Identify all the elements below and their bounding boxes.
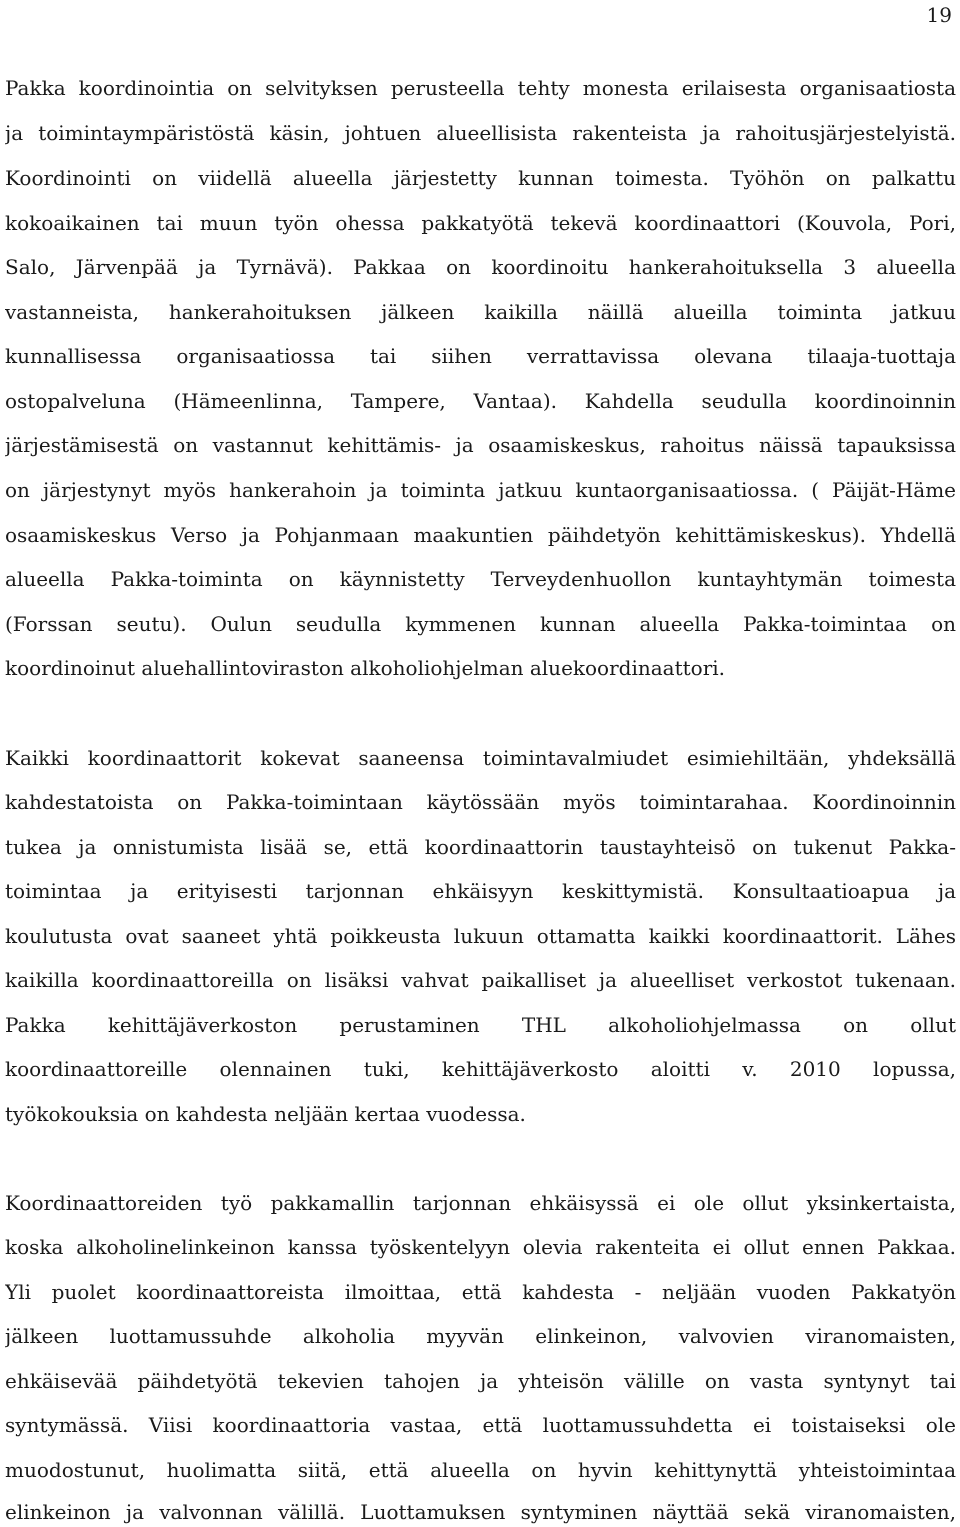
text-line: kaikilla koordinaattoreilla on lisäksi vahvat paikalliset ja alueelliset verkostot tukenaan.	[5, 968, 956, 992]
text-line: vastanneista, hankerahoituksen jälkeen kaikilla näillä alueilla toiminta jatkuu	[5, 300, 956, 324]
text-line: Kaikki koordinaattorit kokevat saaneensa toimintavalmiudet esimiehiltään, yhdeksällä	[5, 746, 956, 770]
text-line: Yli puolet koordinaattoreista ilmoittaa, että kahdesta - neljään vuoden Pakkatyön	[5, 1280, 956, 1304]
text-line: Koordinointi on viidellä alueella järjestetty kunnan toimesta. Työhön on palkattu	[5, 166, 956, 190]
text-line: järjestämisestä on vastannut kehittämis- ja osaamiskeskus, rahoitus näissä tapauksissa	[5, 433, 956, 457]
page-number: 19	[926, 3, 952, 27]
text-line: osaamiskeskus Verso ja Pohjanmaan maakuntien päihdetyön kehittämiskeskus). Yhdellä	[5, 523, 956, 547]
text-line: Salo, Järvenpää ja Tyrnävä). Pakkaa on koordinoitu hankerahoituksella 3 alueella	[5, 255, 956, 279]
text-line: tukea ja onnistumista lisää se, että koordinaattorin taustayhteisö on tukenut Pakka-	[5, 835, 956, 859]
text-line: ehkäisevää päihdetyötä tekevien tahojen ja yhteisön välille on vasta syntynyt tai	[5, 1369, 956, 1393]
text-line: Pakka koordinointia on selvityksen perusteella tehty monesta erilaisesta organisaatiosta	[5, 76, 956, 100]
text-line: jälkeen luottamussuhde alkoholia myyvän elinkeinon, valvovien viranomaisten,	[5, 1324, 956, 1348]
text-line: kunnallisessa organisaatiossa tai siihen verrattavissa olevana tilaaja-tuottaja	[5, 344, 956, 368]
text-line: koulutusta ovat saaneet yhtä poikkeusta lukuun ottamatta kaikki koordinaattorit. Lähes	[5, 924, 956, 948]
text-line: (Forssan seutu). Oulun seudulla kymmenen kunnan alueella Pakka-toimintaa on	[5, 612, 956, 636]
text-line: alueella Pakka-toiminta on käynnistetty Terveydenhuollon kuntayhtymän toimesta	[5, 567, 956, 591]
text-line: koska alkoholinelinkeinon kanssa työskentelyyn olevia rakenteita ei ollut ennen Pakkaa.	[5, 1235, 956, 1259]
text-line: muodostunut, huolimatta siitä, että alueella on hyvin kehittynyttä yhteistoimintaa	[5, 1458, 956, 1482]
text-line: on järjestynyt myös hankerahoin ja toiminta jatkuu kuntaorganisaatiossa. ( Päijät-Häme	[5, 478, 956, 502]
text-line: Koordinaattoreiden työ pakkamallin tarjonnan ehkäisyssä ei ole ollut yksinkertaista,	[5, 1191, 956, 1215]
text-line: koordinoinut aluehallintoviraston alkoholiohjelman aluekoordinaattori.	[5, 656, 726, 680]
text-line: koordinaattoreille olennainen tuki, kehittäjäverkosto aloitti v. 2010 lopussa,	[5, 1057, 956, 1081]
text-line: elinkeinon ja valvonnan välillä. Luottamuksen syntyminen näyttää sekä viranomaisten,	[5, 1500, 956, 1524]
text-line: kahdestatoista on Pakka-toimintaan käytössään myös toimintarahaa. Koordinoinnin	[5, 790, 956, 814]
text-line: syntymässä. Viisi koordinaattoria vastaa, että luottamussuhdetta ei toistaiseksi ole	[5, 1413, 956, 1437]
text-line: kokoaikainen tai muun työn ohessa pakkatyötä tekevä koordinaattori (Kouvola, Pori,	[5, 211, 956, 235]
text-line: toimintaa ja erityisesti tarjonnan ehkäisyyn keskittymistä. Konsultaatioapua ja	[5, 879, 956, 903]
text-line: työkokouksia on kahdesta neljään kertaa vuodessa.	[5, 1102, 526, 1126]
text-line: Pakka kehittäjäverkoston perustaminen THL alkoholiohjelmassa on ollut	[5, 1013, 956, 1037]
text-line: ostopalveluna (Hämeenlinna, Tampere, Vantaa). Kahdella seudulla koordinoinnin	[5, 389, 956, 413]
text-line: ja toimintaympäristöstä käsin, johtuen alueellisista rakenteista ja rahoitusjärjestelyistä.	[5, 121, 956, 145]
